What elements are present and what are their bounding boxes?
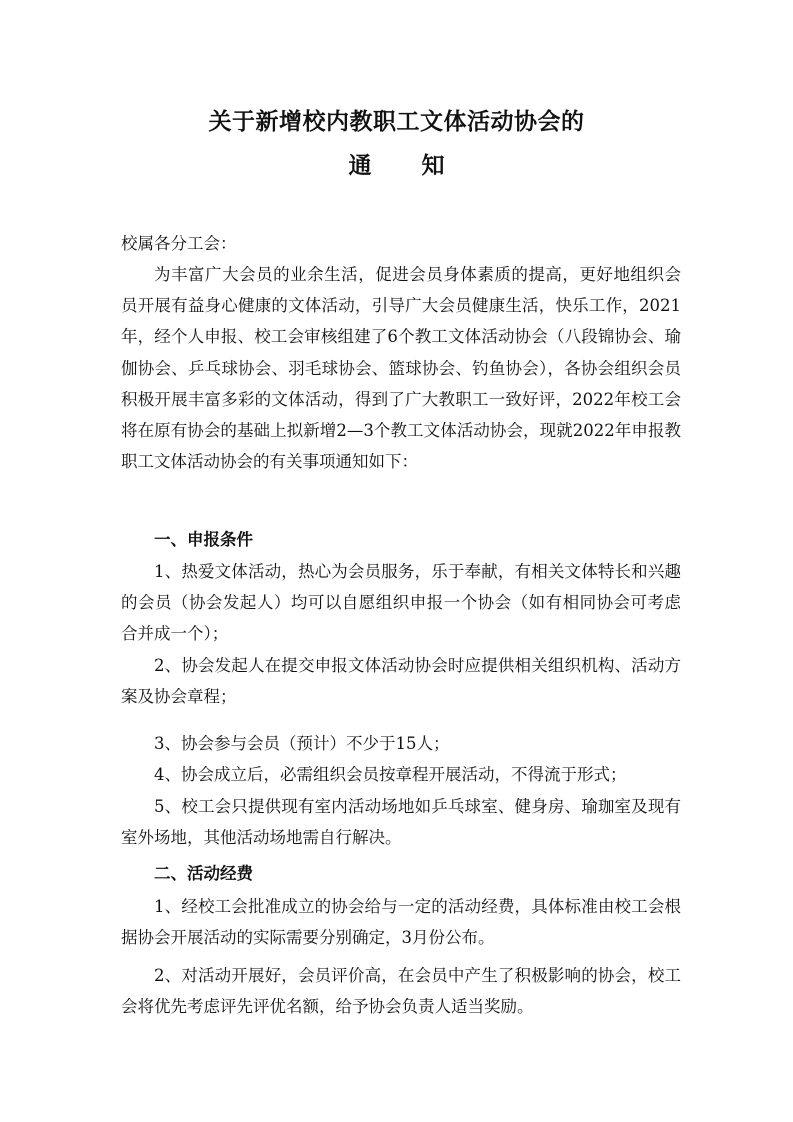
condition-item-3: 3、协会参与会员（预计）不少于15人；: [154, 734, 450, 753]
funding-item-1: 1、经校工会批准成立的协会给与一定的活动经费，具体标准由校工会根据协会开展活动的实际需要分别确定，3月份公布。: [121, 897, 681, 948]
funding-item-2: 2、对活动开展好，会员评价高，在会员中产生了积极影响的协会，校工会将优先考虑评先评优名额，给予协会负责人适当奖励。: [121, 966, 681, 1017]
document-title: 关于新增校内教职工文体活动协会的: [208, 109, 585, 135]
document-subtitle: 通知: [348, 153, 495, 179]
condition-item-1: 1、热爱文体活动，热心为会员服务，乐于奉献，有相关文体特长和兴趣的会员（协会发起人）均可以自愿组织申报一个协会（如有相同协会可考虑合并成一个）；: [121, 562, 681, 644]
condition-item-2: 2、协会发起人在提交申报文体活动协会时应提供相关组织机构、活动方案及协会章程；: [121, 656, 681, 707]
section-heading-conditions: 一、申报条件: [154, 530, 253, 549]
condition-item-4: 4、协会成立后，必需组织会员按章程开展活动，不得流于形式；: [154, 765, 627, 784]
salutation: 校属各分工会：: [121, 234, 237, 253]
condition-item-5: 5、校工会只提供现有室内活动场地如乒乓球室、健身房、瑜珈室及现有室外场地，其他活动场地需自行解决。: [121, 797, 681, 848]
section-heading-funding: 二、活动经费: [154, 864, 253, 883]
intro-paragraph: 为丰富广大会员的业余生活，促进会员身体素质的提高，更好地组织会员开展有益身心健康的文体活动，引导广大会员健康生活，快乐工作，2021年，经个人申报、校工会审核组建了6个教工文体活动协会（八段锦协会、瑜伽协会、乒乓球协会、羽毛球协会、篮球协会、钓鱼协会），各协会组织会员积极开展丰富多彩的文体活动，得到了广大教职工一致好评，2022年校工会将在原有协会的基础上拟新增2—3个教工文体活动协会，现就2022年申报教职工文体活动协会的有关事项通知如下：: [121, 265, 681, 472]
